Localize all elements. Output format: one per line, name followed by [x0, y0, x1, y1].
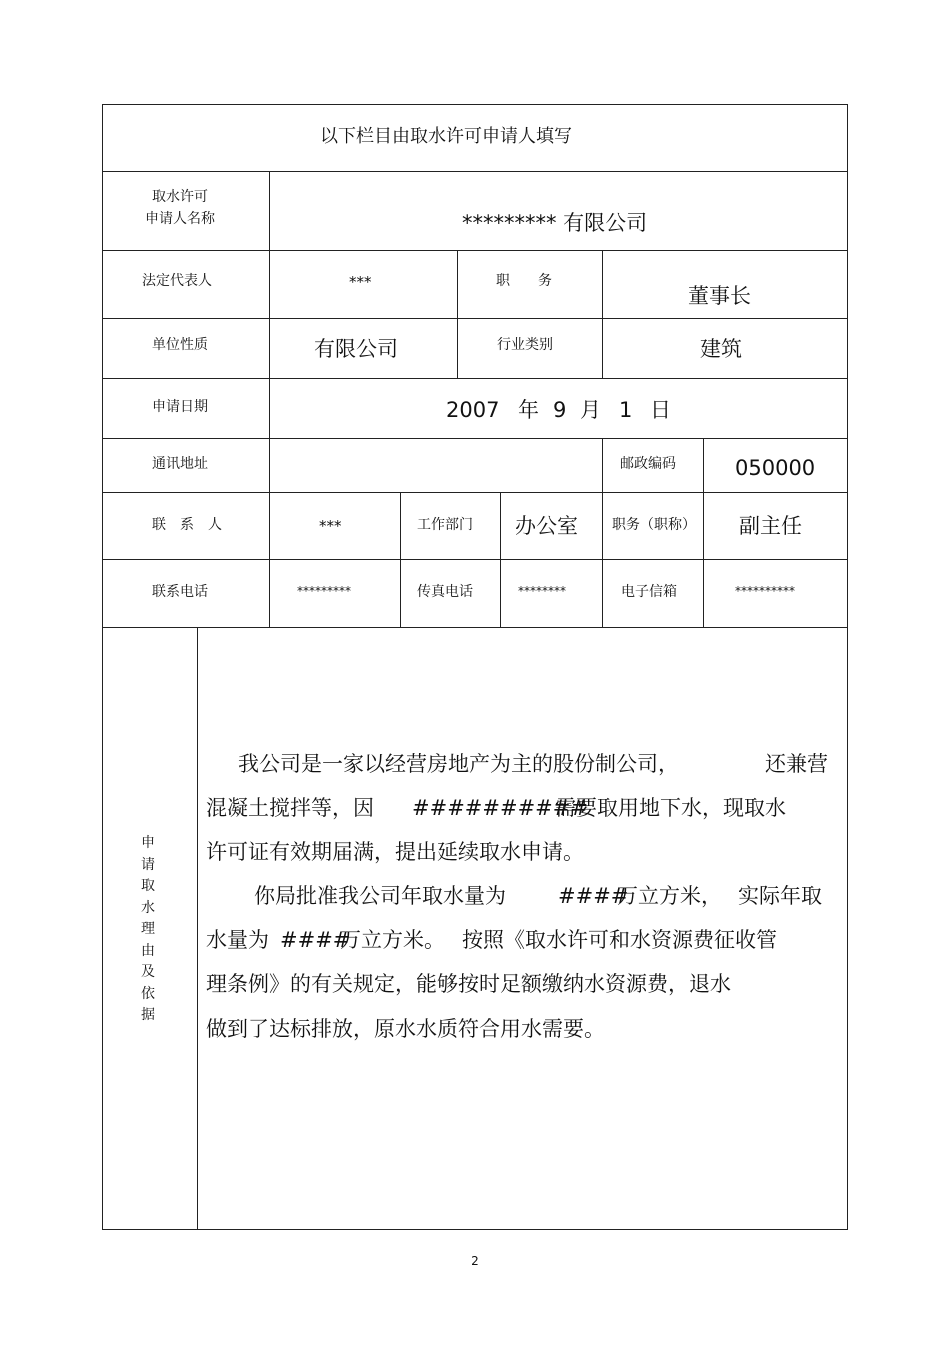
reason-text-segment: ####	[558, 884, 629, 908]
apply-date-year: 2007	[446, 398, 500, 422]
industry-label: 行业类别	[497, 337, 553, 353]
reason-text-segment: 需要取用地下水，现取水	[555, 796, 786, 820]
col-divider	[703, 438, 704, 628]
apply-date-label: 申请日期	[152, 399, 208, 415]
col-divider	[400, 492, 401, 628]
unit-nature-label: 单位性质	[152, 337, 208, 353]
reason-text-segment: 水量为	[206, 928, 269, 952]
department-value: 办公室	[515, 514, 578, 538]
row-divider	[102, 378, 848, 379]
row-divider	[102, 171, 848, 172]
reason-text-segment: 实际年取	[738, 884, 822, 908]
fax-value: ********	[518, 584, 566, 598]
apply-date-month: 9	[553, 398, 567, 422]
job-title-value: 副主任	[739, 514, 802, 538]
email-value: **********	[735, 584, 795, 598]
apply-date-day: 1	[619, 398, 633, 422]
applicant-name-value: ********* 有限公司	[462, 211, 648, 235]
row-divider	[102, 627, 848, 628]
table-border-top	[102, 104, 848, 105]
reason-text-segment: 许可证有效期届满，提出延续取水申请。	[206, 840, 584, 864]
legal-rep-value: ***	[349, 273, 372, 291]
unit-nature-value: 有限公司	[314, 337, 398, 361]
form-header: 以下栏目由取水许可申请人填写	[320, 126, 572, 147]
col-divider	[602, 250, 603, 379]
col-divider	[269, 171, 270, 628]
col-divider	[500, 492, 501, 628]
contact-label: 联 系 人	[152, 517, 222, 533]
applicant-label-line1: 取水许可	[152, 189, 208, 205]
job-title-label: 职务（职称）	[612, 517, 696, 533]
position-value: 董事长	[688, 284, 751, 308]
table-border-right	[847, 104, 848, 1230]
apply-date-month-unit: 月	[580, 398, 601, 422]
table-border-bottom	[102, 1229, 848, 1230]
phone-value: *********	[297, 584, 351, 598]
row-divider	[102, 318, 848, 319]
col-divider	[457, 250, 458, 379]
department-label: 工作部门	[417, 517, 473, 533]
reason-section-label: 申 请 取 水 理 由 及 依 据	[141, 835, 155, 1023]
page-number: 2	[471, 1254, 479, 1268]
reason-text-segment: 理条例》的有关规定，能够按时足额缴纳水资源费，退水	[206, 972, 731, 996]
reason-text-segment: 还兼营	[765, 752, 828, 776]
col-divider	[602, 438, 603, 628]
reason-text-segment: 混凝土搅拌等，因	[206, 796, 374, 820]
reason-text-segment: 万立方米，	[617, 884, 722, 908]
contact-value: ***	[319, 517, 342, 535]
reason-text-segment: ##########	[412, 796, 588, 820]
legal-rep-label: 法定代表人	[142, 273, 212, 289]
phone-label: 联系电话	[152, 584, 208, 600]
apply-date-day-unit: 日	[650, 398, 671, 422]
reason-text-segment: ####	[280, 928, 351, 952]
position-label: 职 务	[496, 273, 552, 289]
table-border-left	[102, 104, 103, 1230]
postcode-value: 050000	[735, 456, 816, 480]
reason-text-segment: 做到了达标排放，原水水质符合用水需要。	[206, 1017, 605, 1041]
applicant-label-line2: 申请人名称	[145, 211, 215, 227]
postcode-label: 邮政编码	[620, 456, 676, 472]
reason-text-segment: 按照《取水许可和水资源费征收管	[462, 928, 777, 952]
row-divider	[102, 492, 848, 493]
reason-text-segment: 我公司是一家以经营房地产为主的股份制公司，	[238, 752, 679, 776]
row-divider	[102, 438, 848, 439]
industry-value: 建筑	[700, 337, 742, 361]
email-label: 电子信箱	[621, 584, 677, 600]
col-divider	[197, 627, 198, 1230]
reason-text-segment: 你局批准我公司年取水量为	[254, 884, 506, 908]
row-divider	[102, 250, 848, 251]
apply-date-year-unit: 年	[518, 398, 539, 422]
row-divider	[102, 559, 848, 560]
fax-label: 传真电话	[417, 584, 473, 600]
reason-text-segment: 万立方米。	[340, 928, 445, 952]
address-label: 通讯地址	[152, 456, 208, 472]
